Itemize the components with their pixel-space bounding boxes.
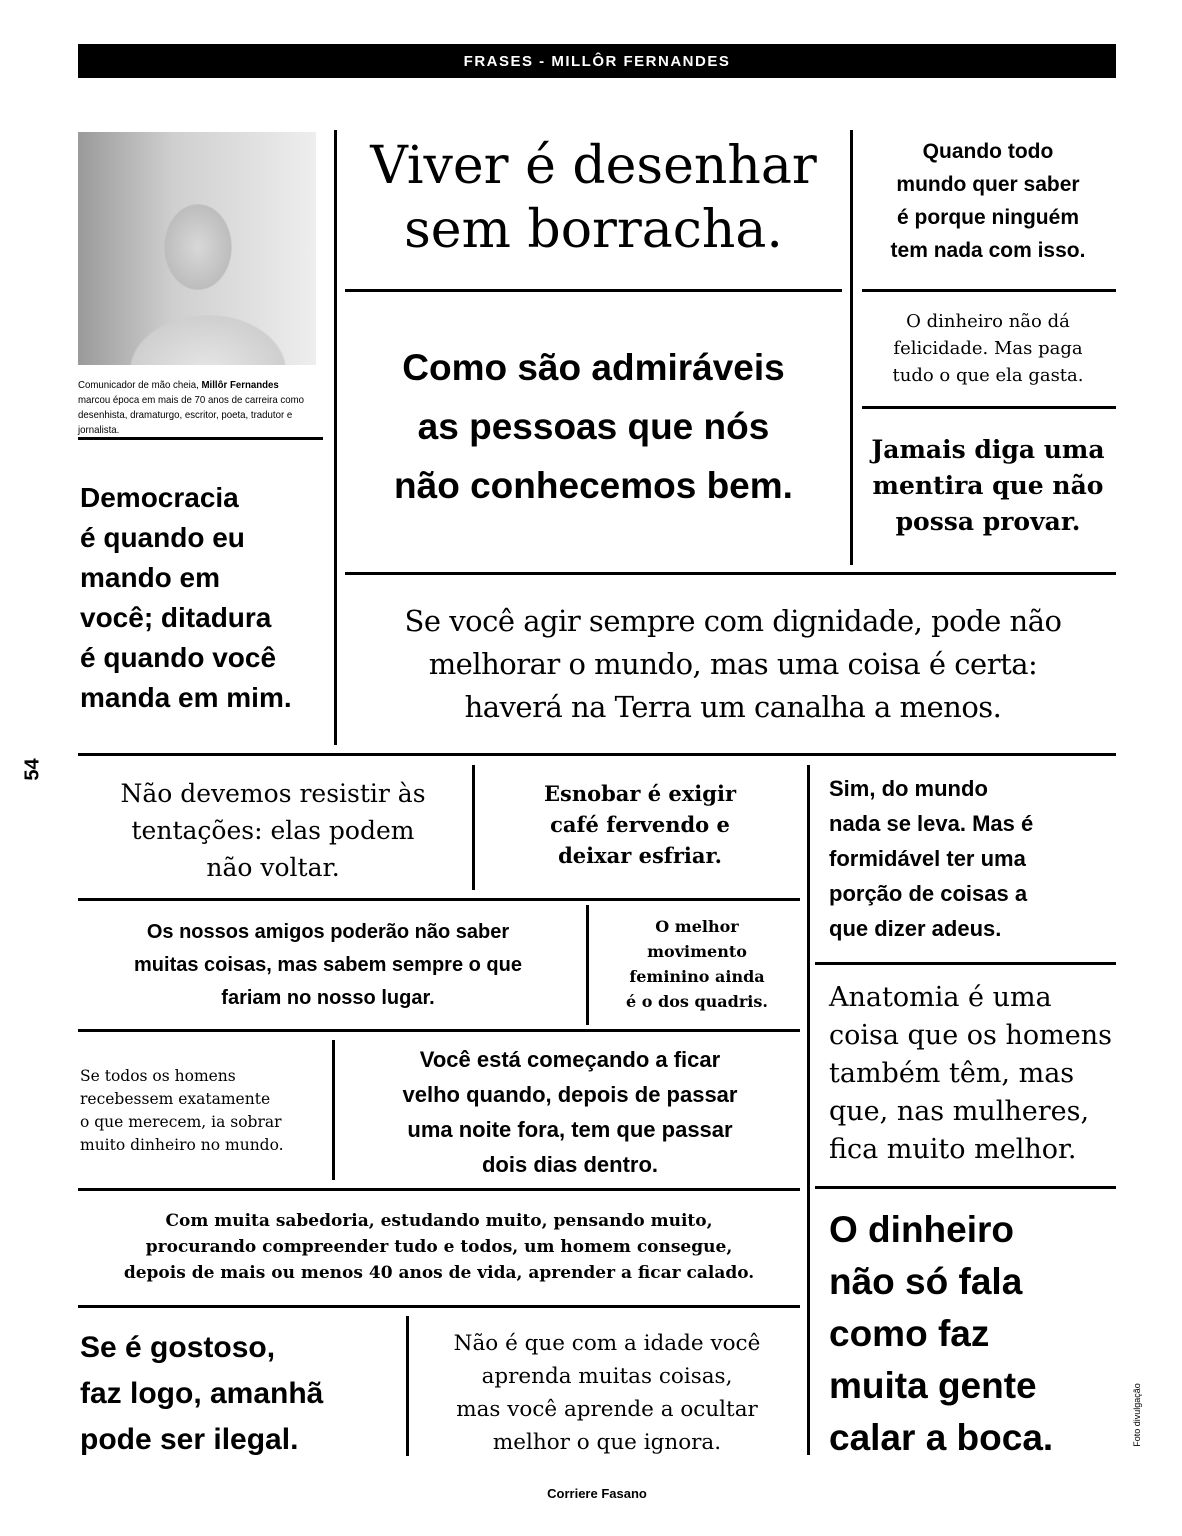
- quote-jamais: Jamais diga uma mentira que não possa provar.: [871, 435, 1105, 536]
- divider: [345, 572, 1116, 575]
- quote-sim-mundo: Sim, do mundo nada se leva. Mas é formidável ter uma porção de coisas a que dizer adeus.: [829, 776, 1034, 941]
- quote-anatomia: Anatomia é uma coisa que os homens também têm, mas que, nas mulheres, fica muito melhor.: [829, 982, 1112, 1165]
- divider: [78, 898, 800, 901]
- divider: [472, 765, 475, 890]
- divider: [78, 1029, 800, 1032]
- divider: [586, 905, 589, 1025]
- divider: [815, 962, 1116, 965]
- divider: [807, 765, 810, 1455]
- divider: [78, 1305, 800, 1308]
- divider: [862, 406, 1116, 409]
- footer-publication: Corriere Fasano: [547, 1486, 647, 1501]
- divider: [78, 1188, 800, 1191]
- divider: [334, 130, 337, 745]
- divider: [815, 1186, 1116, 1189]
- section-header: [78, 44, 1116, 78]
- quote-dinheiro-felicidade: O dinheiro não dá felicidade. Mas paga tudo o que ela gasta.: [892, 311, 1084, 386]
- quote-sabedoria: Com muita sabedoria, estudando muito, pensando muito, procurando compreender tudo e todos, um homem consegue, depois de mais ou menos 40 anos de vida, aprender a ficar calado.: [123, 1211, 755, 1283]
- quote-esnobar: Esnobar é exigir café fervendo e deixar esfriar.: [543, 781, 737, 868]
- divider: [78, 437, 323, 440]
- quote-amigos: Os nossos amigos poderão não saber muitas coisas, mas sabem sempre o que fariam no nosso lugar.: [134, 921, 522, 1009]
- divider: [850, 130, 853, 565]
- quote-dignidade: Se você agir sempre com dignidade, pode não melhorar o mundo, mas uma coisa é certa: haverá na Terra um canalha a menos.: [404, 604, 1062, 724]
- photo-caption: [78, 378, 308, 438]
- photo-credit: Foto divulgação: [1131, 1383, 1142, 1447]
- caption-name: Millôr Fernandes: [201, 379, 279, 391]
- caption-text: Comunicador de mão cheia,: [78, 379, 202, 391]
- quote-quando-todo: Quando todo mundo quer saber é porque ninguém tem nada com isso.: [890, 140, 1086, 262]
- quote-dinheiro-fala: O dinheiro não só fala como faz muita gente calar a boca.: [829, 1209, 1054, 1458]
- divider: [862, 289, 1116, 292]
- divider: [78, 753, 1116, 756]
- quote-tentacoes: Não devemos resistir às tentações: elas podem não voltar.: [120, 779, 426, 882]
- quote-idade: Não é que com a idade você aprenda muitas coisas, mas você aprende a ocultar melhor o que ignora.: [453, 1331, 761, 1455]
- quote-movimento: O melhor movimento feminino ainda é o dos quadris.: [626, 917, 768, 1011]
- caption-text-end: marcou época em mais de 70 anos de carreira como desenhista, dramaturgo, escritor, poeta, tradutor e jornalista.: [78, 394, 305, 436]
- quote-admiraveis: Como são admiráveis as pessoas que nós não conhecemos bem.: [394, 347, 793, 506]
- divider: [345, 289, 842, 292]
- divider: [332, 1040, 335, 1180]
- quote-viver: Viver é desenhar sem borracha.: [370, 136, 817, 260]
- quote-gostoso: Se é gostoso, faz logo, amanhã pode ser ilegal.: [80, 1331, 324, 1456]
- page-number: 54: [21, 758, 44, 781]
- quote-velho: Você está começando a ficar velho quando, depois de passar uma noite fora, tem que passar dois dias dentro.: [402, 1047, 738, 1177]
- quote-democracia: Democracia é quando eu mando em você; ditadura é quando você manda em mim.: [80, 482, 292, 713]
- divider: [406, 1316, 409, 1456]
- section-title: FRASES - MILLÔR FERNANDES: [463, 52, 731, 70]
- quote-homens-merecem: Se todos os homens recebessem exatamente o que merecem, ia sobrar muito dinheiro no mundo.: [80, 1067, 284, 1154]
- author-photo: [78, 132, 316, 365]
